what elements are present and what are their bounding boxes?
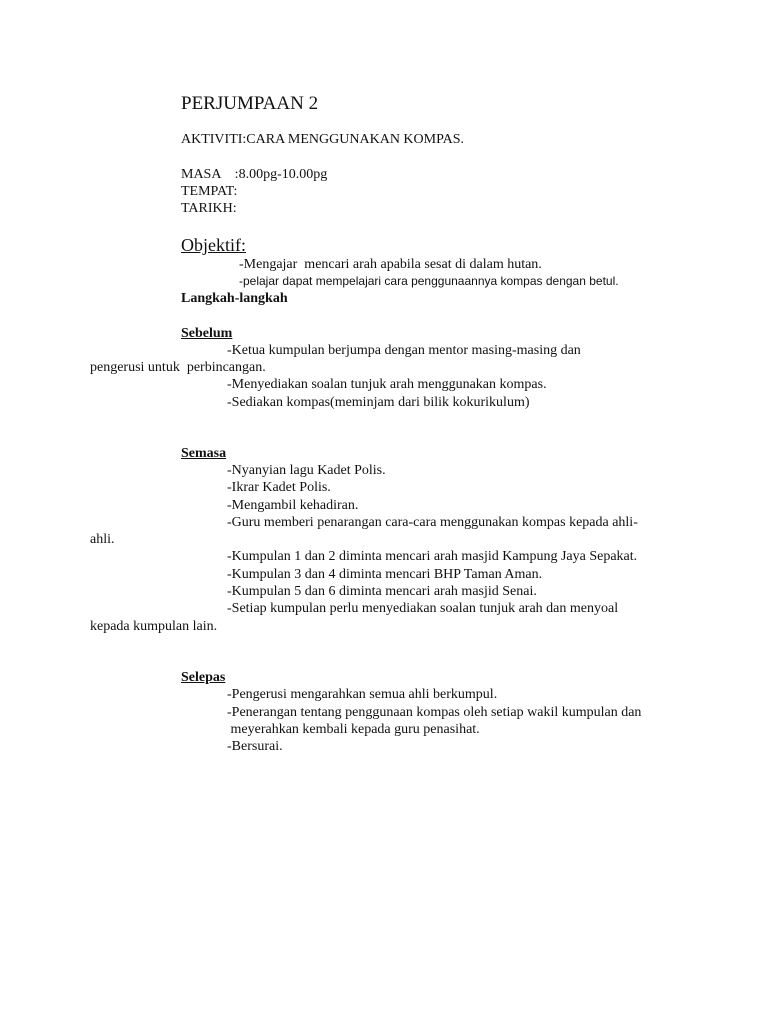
objektif-item: -pelajar dapat mempelajari cara penggunaannya kompas dengan betul.: [239, 274, 619, 288]
masa-line: MASA :8.00pg-10.00pg: [181, 167, 328, 182]
sebelum-line: -Ketua kumpulan berjumpa dengan mentor masing-masing dan: [227, 343, 581, 358]
sebelum-line: -Sediakan kompas(meminjam dari bilik kokurikulum): [227, 395, 530, 410]
langkah-heading: Langkah-langkah: [181, 291, 288, 306]
sebelum-line: pengerusi untuk perbincangan.: [90, 360, 266, 375]
sebelum-line: -Menyediakan soalan tunjuk arah menggunakan kompas.: [227, 377, 547, 392]
semasa-line: kepada kumpulan lain.: [90, 619, 218, 634]
selepas-line: -Bersurai.: [227, 739, 283, 754]
sebelum-heading: Sebelum: [181, 326, 233, 341]
semasa-line: -Kumpulan 1 dan 2 diminta mencari arah masjid Kampung Jaya Sepakat.: [227, 549, 638, 564]
selepas-line: -Penerangan tentang penggunaan kompas oleh setiap wakil kumpulan dan: [227, 705, 642, 720]
semasa-line: -Ikrar Kadet Polis.: [227, 480, 331, 495]
objektif-item: -Mengajar mencari arah apabila sesat di dalam hutan.: [239, 257, 542, 272]
selepas-heading: Selepas: [181, 670, 226, 685]
objektif-heading: Objektif:: [181, 235, 246, 255]
semasa-heading: Semasa: [181, 446, 227, 461]
selepas-line: -Pengerusi mengarahkan semua ahli berkumpul.: [227, 687, 498, 702]
selepas-line: meyerahkan kembali kepada guru penasihat.: [227, 722, 480, 737]
semasa-line: -Kumpulan 3 dan 4 diminta mencari BHP Taman Aman.: [227, 567, 543, 582]
page-title: PERJUMPAAN 2: [181, 93, 319, 114]
tarikh-line: TARIKH:: [181, 201, 237, 216]
tempat-line: TEMPAT:: [181, 184, 238, 199]
semasa-line: -Mengambil kehadiran.: [227, 498, 359, 513]
aktiviti-line: AKTIVITI:CARA MENGGUNAKAN KOMPAS.: [181, 132, 464, 147]
semasa-line: -Nyanyian lagu Kadet Polis.: [227, 463, 386, 478]
semasa-line: -Kumpulan 5 dan 6 diminta mencari arah masjid Senai.: [227, 584, 537, 599]
semasa-line: -Setiap kumpulan perlu menyediakan soalan tunjuk arah dan menyoal: [227, 601, 619, 616]
semasa-line: ahli.: [90, 532, 115, 547]
semasa-line: -Guru memberi penarangan cara-cara menggunakan kompas kepada ahli-: [227, 515, 638, 530]
